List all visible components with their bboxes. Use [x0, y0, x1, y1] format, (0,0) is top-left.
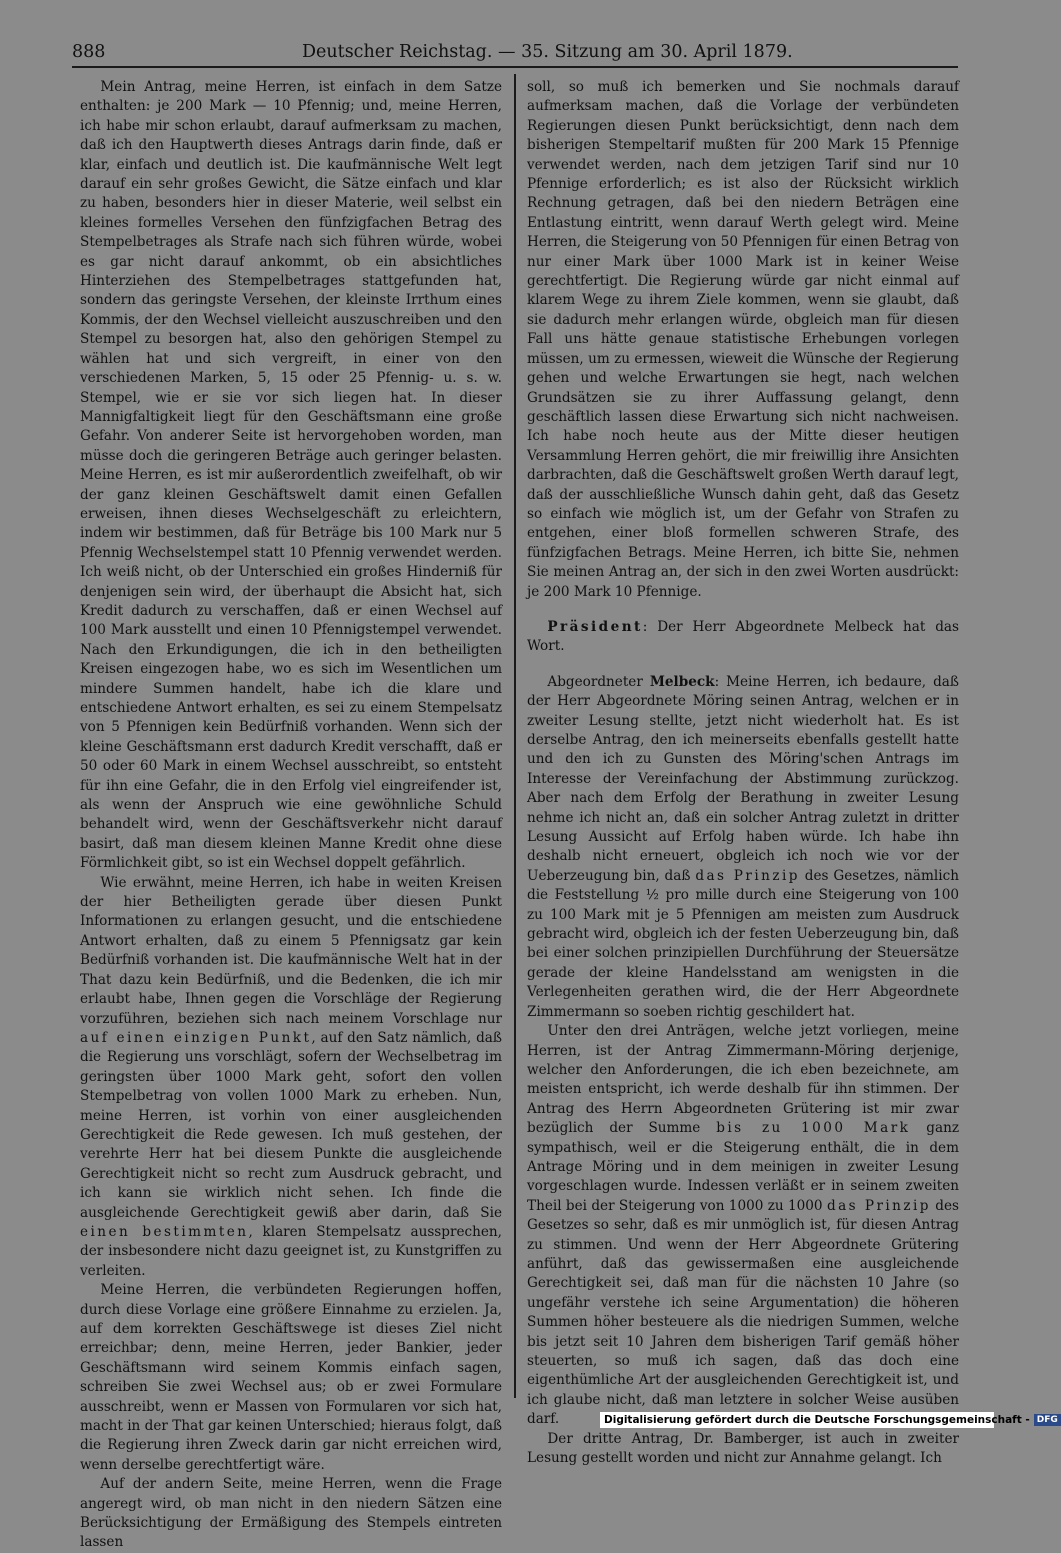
text-run: Abgeordneter [547, 673, 650, 690]
page-number: 888 [72, 42, 106, 62]
column-divider [514, 74, 516, 1398]
paragraph: Auf der andern Seite, meine Herren, wenn die Frage angeregt wird, ob man nicht in den niedern Sätzen eine Berücksichtigung der Ermäßigung des Stempels eintreten lassen [80, 1476, 502, 1551]
left-column [80, 78, 502, 1553]
credit-text: Digitalisierung gefördert durch die Deutsche Forschungsgemeinschaft - [604, 1414, 1030, 1426]
paragraph: soll, so muß ich bemerken und Sie nochmals darauf aufmerksam machen, daß die Vorlage der verbündeten Regierungen diesen Punkt berücksichtigt, denn nach dem bisherigen Stempeltarif mußten für 200 Mark 15 Pfennige verwendet werden, nach dem jetzigen Tarif sind nur 10 Pfennige erforderlich; es ist also der Rücksicht wirklich Rechnung getragen, daß bei den niedern Beträgen eine Entlastung eintritt, wenn darauf Werth gelegt wird. Meine Herren, die Steigerung von 50 Pfennigen für einen Betrag von nur einer Mark über 1000 Mark ist in keiner Weise gerechtfertigt. Die Regierung würde gar nicht einmal auf klarem Wege zu ihrem Ziele kommen, wenn sie glaubt, daß sie dadurch mehr erlangen würde, obgleich man für diesen Fall uns hätte genaue statistische Erhebungen vorlegen müssen, um zu ermessen, wieweit die Wünsche der Regierung gehen und welche Erwartungen sie hegt, nach welchen Grundsätzen sie zu ihrer Auffassung gelangt, denn geschäftlich lassen diese Erwartung sich nicht nachweisen. Ich habe noch heute aus der Mitte dieser heutigen Versammlung Herren gehört, die mir freiwillig ihre Ansichten darbrachten, daß die Geschäftswelt großen Werth darauf legt, daß der ausschließliche Wunsch dahin geht, daß das Gesetz so einfach wie möglich ist, um der Gefahr von Strafen zu entgehen, einer bloß formellen schweren Strafe, des fünfzigfachen Betrags. Meine Herren, ich bitte Sie, nehmen Sie meinen Antrag an, der sich in den zwei Worten ausdrückt: je 200 Mark 10 Pfennige. [527, 79, 959, 600]
text-run: : Der Herr Abgeordnete Melbeck hat das Wort. [527, 618, 959, 655]
spaced-emphasis: einen bestimmten [80, 1223, 249, 1240]
text-run: , auf den Satz nämlich, daß die Regierung uns vorschlägt, sofern der Wechselbetrag im geringsten über 1000 Mark geht, sofort den vollen Stempelbetrag von vollen 1000 Mark zu erheben. Nun, meine Herren, ist vorhin von einer ausgleichenden Gerechtigkeit die Rede gewesen. Ich muß gestehen, der verehrte Herr hat bei diesem Punkte die ausgleichende Gerechtigkeit nicht so recht zum Ausdruck gebracht, und ich kann sie wirklich nicht sehen. Ich finde die ausgleichende Gerechtigkeit gewiß aber darin, daß Sie [80, 1029, 502, 1221]
funding-credit [600, 1412, 1058, 1428]
paragraph: Meine Herren, die verbündeten Regierungen hoffen, durch diese Vorlage eine größere Einnahme zu erzielen. Ja, auf dem korrekten Geschäftswege ist dieses Ziel nicht erreichbar; denn, meine Herren, jeder Bankier, jeder Geschäftsmann wird seinem Kommis einfach sagen, schreiben Sie zwei Wechsel aus; ob er zwei Formulare ausschreibt, wenn er Massen von Formularen vor sich hat, macht in der That gar keinen Unterschied; hieraus folgt, daß die Regierung ihren Zweck darin gar nicht erreichen wird, wenn derselbe gerechtfertigt wäre. [80, 1282, 502, 1473]
spaced-emphasis: das Prinzip [695, 867, 800, 884]
text-run: des Gesetzes so sehr, daß es mir unmöglich ist, für diesen Antrag zu stimmen. Und wenn der Herr Abgeordnete Grütering anführt, daß das gewissermaßen eine ausgleichende Gerechtigkeit sei, daß man für die nächsten 10 Jahre (so ungefähr verstehe ich seine Argumentation) die höheren Summen höher besteuere als die niedrigen Summen, welche bis jetzt seit 10 Jahren dem bisherigen Tarif gemäß höher steuerten, so muß ich sagen, daß das doch eine eigenthümliche Art der ausgleichenden Gerechtigkeit ist, und ich glaube nicht, daß man letztere in solcher Weise ausüben darf. [527, 1197, 960, 1428]
right-column [527, 78, 959, 1468]
text-run: Unter den drei Anträgen, welche jetzt vorliegen, meine Herren, ist der Antrag Zimmermann-Möring derjenige, welcher den Anforderungen, die ich eben bezeichnete, am meisten entspricht, ich werde deshalb für ihn stimmen. Der Antrag des Herrn Abgeordneten Grütering ist mir zwar bezüglich der Summe [527, 1023, 959, 1137]
paragraph: Der dritte Antrag, Dr. Bamberger, ist auch in zweiter Lesung gestellt worden und nicht zur Annahme gelangt. Ich [527, 1430, 959, 1467]
text-run: des Gesetzes, nämlich die Feststellung ½ pro mille durch eine Steigerung von 100 zu 100 Mark mit je 5 Pfennigen am meisten zum Ausdruck gebracht wird, obgleich ich der festen Ueberzeugung bin, daß bei einer solchen prinzipiellen Durchführung der Steuersätze gerade der kleine Handelsstand am wenigsten in die Verlegenheiten gerathen wird, die der Herr Abgeordnete Zimmermann so soeben richtig geschildert hat. [527, 867, 959, 1020]
spaced-emphasis: bis zu 1000 Mark [716, 1120, 911, 1137]
text-run: , klaren Stempelsatz aussprechen, der insbesondere nicht dazu geeignet ist, zu Kunstgriffen zu verleiten. [80, 1223, 503, 1279]
text-run: : Meine Herren, ich bedaure, daß der Herr Abgeordnete Möring seinen Antrag, welchen er in zweiter Lesung stellte, jetzt nicht wiederholt hat. Es ist derselbe Antrag, den ich meinerseits ebenfalls gestellt hatte und den ich zu Gunsten des Möring'schen Antrags im Interesse der Vereinfachung der Abstimmung zurückzog. Aber nach dem Erfolg der Berathung in zweiter Lesung nehme ich nicht an, daß ein solcher Antrag zuletzt in dritter Lesung Aussicht auf Erfolg haben würde. Ich habe ihn deshalb nicht erneuert, obgleich ich noch wie vor der Ueberzeugung bin, daß [527, 673, 959, 884]
dfg-logo: DFG [1034, 1414, 1061, 1426]
spaced-emphasis: das Prinzip [826, 1197, 931, 1214]
running-title: Deutscher Reichstag. — 35. Sitzung am 30. April 1879. [302, 42, 793, 62]
page-header [72, 38, 958, 66]
paragraph: Mein Antrag, meine Herren, ist einfach in dem Satze enthalten: je 200 Mark — 10 Pfennig; und, meine Herren, ich habe mir schon erlaubt, darauf aufmerksam zu machen, daß ich den Hauptwerth dieses Antrags darin finde, daß er klar, einfach und deutlich ist. Die kaufmännische Welt legt darauf ein sehr großes Gewicht, die Sätze einfach und klar zu haben, besonders hier in dieser Materie, weil selbst ein kleines formelles Versehen den fünfzigfachen Betrag des Stempelbetrages als Strafe nach sich führen würde, wobei es gar nicht darauf ankommt, ob ein absichtliches Hinterziehen des Stempelbetrages stattgefunden hat, sondern das geringste Versehen, der kleinste Irrthum eines Kommis, der den Wechsel vielleicht auszuschreiben und den Stempel zu besorgen hat, also den gehörigen Stempel zu wählen hat und sich vergreift, in einer von den verschiedenen Marken, 5, 15 oder 25 Pfennig- u. s. w. Stempel, wie er sie vor sich liegen hat. In dieser Mannigfaltigkeit liegt für den Geschäftsmann eine große Gefahr. Von anderer Seite ist hervorgehoben worden, man müsse doch die geringeren Beträge auch geringer belasten. Meine Herren, es ist mir außerordentlich zweifelhaft, ob wir der ganz kleinen Geschäftswelt damit einen Gefallen erweisen, ihnen dieses Wechselgeschäft zu erleichtern, indem wir bestimmen, daß für Beträge bis 100 Mark nur 5 Pfennig Wechselstempel statt 10 Pfennig verwendet werden. Ich weiß nicht, ob der Unterschied ein großes Hinderniß für denjenigen sein wird, der überhaupt die Absicht hat, sich Kredit dadurch zu verschaffen, daß er einen Wechsel auf 100 Mark ausstellt und einen 10 Pfennigstempel verwendet. Nach den Erkundigungen, die ich in den betheiligten Kreisen eingezogen habe, wo es sich im Wesentlichen um mindere Summen handelt, habe ich die klare und entschiedene Antwort erhalten, es sei zu einem Stempelsatz von 5 Pfennigen kein Bedürfniß vorhanden. Wenn sich der kleine Geschäftsmann erst dadurch Kredit verschafft, daß er 50 oder 60 Mark in einem Wechsel ausschreibt, so entsteht für ihn eine Gefahr, die in den Erfolg viel eingreifender ist, als wenn der Anspruch wie eine gewöhnliche Schuld behandelt wird, wenn der Geschäftsverkehr nicht darauf basirt, daß man diesem kleinen Manne Kredit ohne diese Förmlichkeit gibt, so ist ein Wechsel doppelt gefährlich. [80, 79, 502, 872]
paragraph [527, 618, 959, 657]
paragraph [527, 1022, 959, 1430]
paragraph [527, 673, 959, 1022]
header-rule [72, 66, 958, 68]
text-run: ganz sympathisch, weil er die Steigerung enthält, die in dem Antrage Möring und in dem meinigen in zweiter Lesung vorgeschlagen wurde. Indessen verläßt er in seinem zweiten Theil bei der Steigerung von 1000 zu 1000 [527, 1120, 959, 1214]
text-run: Wie erwähnt, meine Herren, ich habe in weiten Kreisen der hier Betheiligten gerade über diesen Punkt Informationen zu erlangen gesucht, und die entschiedene Antwort erhalten, daß zu einem 5 Pfennigsatz gar kein Bedürfniß vorhanden ist. Die kaufmännische Welt hat in der That dazu kein Bedürfniß, und die Bedenken, die ich mir erlaubt habe, Ihnen gegen die Vorschläge der Regierung vorzuführen, beziehen sich nach meinem Vorschlage nur [80, 874, 502, 1027]
paragraph [80, 874, 502, 1282]
speaker-label: Präsident [547, 618, 643, 635]
speaker-label: Melbeck [649, 673, 715, 690]
spaced-emphasis: auf einen einzigen Punkt [80, 1029, 312, 1046]
